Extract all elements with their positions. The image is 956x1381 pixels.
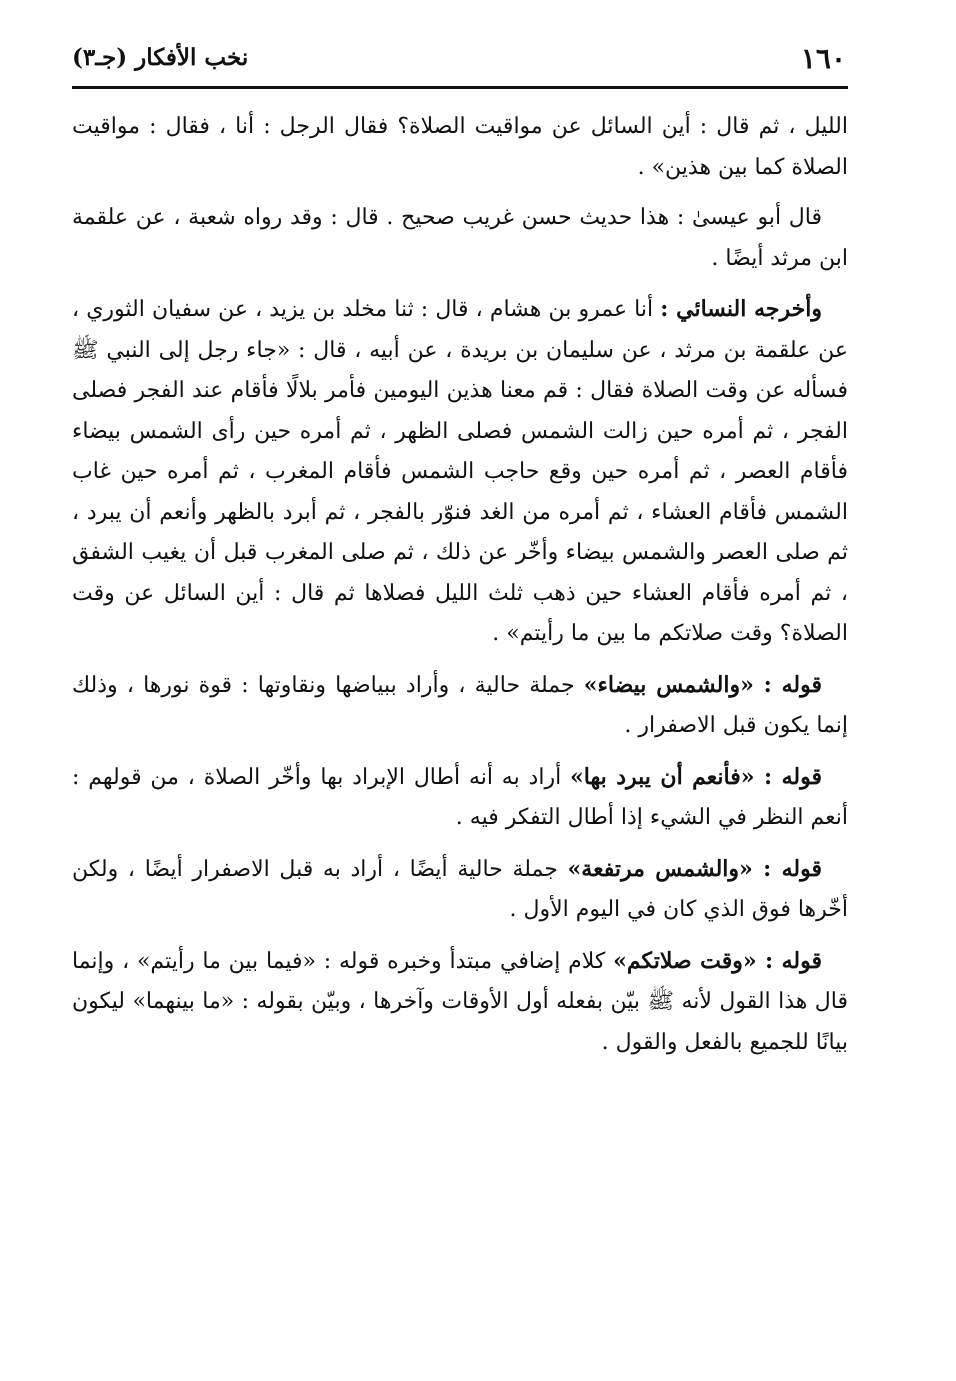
body-text	[72, 107, 848, 1063]
paragraph-text: جملة حالية أيضًا ، أراد به قبل الاصفرار أيضًا ، ولكن أخّرها فوق الذي كان في اليوم الأول .	[72, 856, 848, 922]
paragraph-text: أراد به أنه أطال الإبراد بها وأخّر الصلاة ، من قولهم : أنعم النظر في الشيء إذا أطال التفكر فيه .	[72, 764, 848, 830]
book-page	[72, 40, 848, 1340]
paragraph-text: جملة حالية ، وأراد ببياضها ونقاوتها : قوة نورها ، وذلك إنما يكون قبل الاصفرار .	[72, 672, 848, 738]
paragraph-abu-isa	[72, 198, 848, 279]
paragraph-comment-bayda	[72, 665, 848, 747]
paragraph-lead: قوله : «فأنعم أن يبرد بها»	[570, 763, 822, 790]
paragraph-nasai	[72, 289, 848, 655]
paragraph-comment-anam	[72, 757, 848, 839]
paragraph-comment-waqt	[72, 941, 848, 1064]
paragraph-text: الليل ، ثم قال : أين السائل عن مواقيت الصلاة؟ فقال الرجل : أنا ، فقال : مواقيت الصلاة كما بين هذين» .	[72, 114, 848, 180]
paragraph-hadith-end	[72, 107, 848, 188]
paragraph-lead: وأخرجه النسائي :	[660, 296, 822, 322]
paragraph-lead: قوله : «والشمس مرتفعة»	[567, 855, 822, 882]
running-title: نخب الأفكار (جـ٣)	[72, 44, 249, 71]
paragraph-text: أنا عمرو بن هشام ، قال : ثنا مخلد بن يزيد ، عن سفيان الثوري ، عن علقمة بن مرثد ، عن سليمان بن بريدة ، عن أبيه ، قال : «جاء رجل إلى النبي ﷺ فسأله عن وقت الصلاة فقال : قم معنا هذين اليومين فأمر بلالًا فأقام عند الفجر فصلى الفجر ، ثم أمره حين زالت الشمس فصلى الظهر ، ثم أمره حين رأى الشمس بيضاء فأقام العصر ، ثم أمره حين وقع حاجب الشمس فأقام المغرب ، ثم أمره حين غاب الشمس فأقام العشاء ، ثم أمره من الغد فنوّر بالفجر ، ثم أبرد بالظهر وأنعم أن يبرد ، ثم صلى العصر والشمس بيضاء وأخّر عن ذلك ، ثم صلى المغرب قبل أن يغيب الشفق ، ثم أمره فأقام العشاء حين ذهب ثلث الليل فصلاها ثم قال : أين السائل عن وقت الصلاة؟ وقت صلاتكم ما بين ما رأيتم» .	[72, 297, 848, 646]
paragraph-comment-murtafia	[72, 849, 848, 931]
paragraph-text: قال أبو عيسىٰ : هذا حديث حسن غريب صحيح . قال : وقد رواه شعبة ، عن علقمة ابن مرثد أيضًا .	[72, 205, 848, 271]
paragraph-text: كلام إضافي مبتدأ وخبره قوله : «فيما بين ما رأيتم» ، وإنما قال هذا القول لأنه ﷺ بيّن بفعله أول الأوقات وآخرها ، وبيّن بقوله : «ما بينهما» ليكون بيانًا للجميع بالفعل والقول .	[72, 948, 848, 1055]
paragraph-lead: قوله : «والشمس بيضاء»	[583, 671, 823, 698]
paragraph-lead: قوله : «وقت صلاتكم»	[613, 947, 822, 974]
page-header	[72, 40, 848, 89]
page-number: ١٦٠	[800, 42, 846, 75]
